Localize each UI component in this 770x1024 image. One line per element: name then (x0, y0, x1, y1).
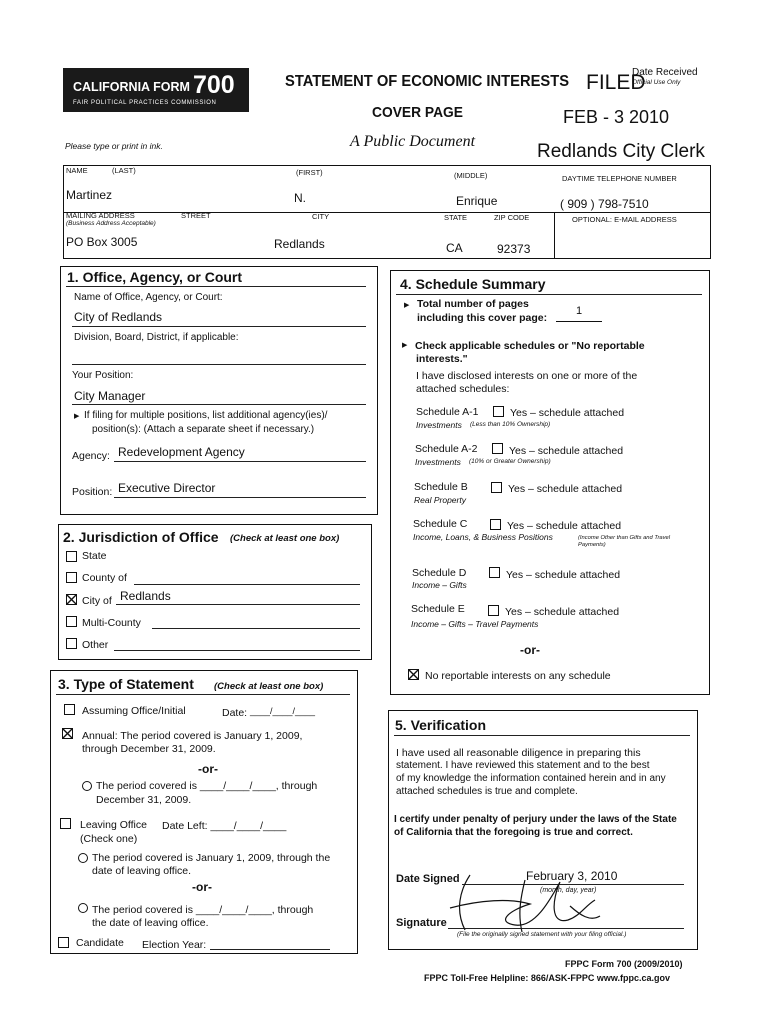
form-badge-commission: FAIR POLITICAL PRACTICES COMMISSION (73, 100, 217, 106)
city-of-value[interactable]: Redlands (120, 589, 171, 603)
middle-name-value[interactable]: Enrique (456, 194, 498, 208)
schedule-name: Schedule B (414, 481, 468, 493)
footer-form-ref: FPPC Form 700 (2009/2010) (565, 959, 683, 969)
last-label: (LAST) (112, 166, 136, 175)
office-name-label: Name of Office, Agency, or Court: (74, 292, 223, 303)
form-subtitle: COVER PAGE (372, 104, 463, 121)
schedule-yes-label: Yes – schedule attached (508, 483, 623, 495)
check-one-note: (Check one) (80, 833, 138, 845)
phone-label: DAYTIME TELEPHONE NUMBER (562, 174, 677, 183)
last-name-value[interactable]: Martinez (66, 188, 113, 202)
first-label: (FIRST) (296, 168, 323, 177)
schedule-d-checkbox[interactable] (489, 567, 500, 578)
agency-value[interactable]: Redevelopment Agency (118, 445, 245, 459)
schedule-desc: Income – Gifts (412, 580, 467, 590)
schedule-desc: Income, Loans, & Business Positions (413, 532, 553, 542)
schedule-note: (10% or Greater Ownership) (469, 458, 551, 465)
middle-label: (MIDDLE) (454, 171, 488, 180)
schedule-or: -or- (520, 643, 540, 657)
annual-checkbox-checked[interactable] (62, 728, 73, 739)
schedule-name: Schedule A-1 (416, 406, 479, 418)
phone-value[interactable]: ( 909 ) 798-7510 (560, 197, 649, 211)
annual-text-2: through December 31, 2009. (82, 743, 216, 755)
verification-para-3: of my knowledge the information contained herein and in any (396, 773, 666, 784)
section3-title: 3. Type of Statement (58, 676, 194, 692)
mailing-address-label: MAILING ADDRESS (66, 211, 135, 220)
disclosed-text-1: I have disclosed interests on one or more of the (416, 370, 638, 382)
form-title: STATEMENT OF ECONOMIC INTERESTS (285, 73, 570, 90)
annual-or: -or- (198, 762, 218, 776)
handwritten-signature (440, 870, 610, 940)
form-badge (63, 68, 249, 112)
check-schedules-text-2: interests." (416, 353, 468, 365)
schedule-yes-label: Yes – schedule attached (510, 407, 625, 419)
schedule-desc: Income – Gifts – Travel Payments (411, 619, 539, 629)
state-value[interactable]: CA (446, 241, 463, 255)
county-checkbox[interactable] (66, 572, 77, 583)
annual-text-1: Annual: The period covered is January 1, 2009, (82, 730, 303, 742)
no-reportable-text: No reportable interests on any schedule (425, 670, 611, 682)
county-option: County of (82, 572, 127, 584)
no-reportable-checkbox-checked[interactable] (408, 669, 419, 680)
stamp-date-received: Date Received (632, 67, 698, 78)
election-year-label: Election Year: (142, 939, 207, 951)
assuming-date-label: Date: (222, 707, 248, 719)
public-document: A Public Document (350, 133, 476, 150)
section1-title: 1. Office, Agency, or Court (67, 269, 243, 285)
multi-position-note-2: position(s): (Attach a separate sheet if necessary.) (92, 424, 315, 435)
business-address-note: (Business Address Acceptable) (66, 220, 156, 227)
leave-alt-radio[interactable] (78, 903, 88, 913)
stamp-clerk: Redlands City Clerk (537, 141, 705, 162)
schedule-desc: Investments (416, 420, 462, 430)
city-label: CITY (312, 212, 330, 221)
form-badge-number: 700 (193, 71, 235, 99)
division-label: Division, Board, District, if applicable: (74, 332, 239, 343)
schedule-desc: Investments (415, 457, 461, 467)
section4-title: 4. Schedule Summary (400, 276, 546, 292)
state-checkbox[interactable] (66, 551, 77, 562)
leave-alt-text-2: the date of leaving office. (92, 917, 209, 929)
schedule-desc: Real Property (414, 495, 466, 505)
schedule-a1-checkbox[interactable] (493, 406, 504, 417)
schedule-b-checkbox[interactable] (491, 482, 502, 493)
leave-period-text-1: The period covered is January 1, 2009, through the (92, 852, 331, 864)
candidate-checkbox[interactable] (58, 937, 69, 948)
total-pages-value[interactable]: 1 (576, 305, 583, 317)
leave-period-radio[interactable] (78, 853, 88, 863)
multi-arrow-icon: ▶ (74, 413, 80, 420)
annual-alt-radio[interactable] (82, 781, 92, 791)
schedule-yes-label: Yes – schedule attached (505, 606, 620, 618)
footer-helpline: FPPC Toll-Free Helpline: 866/ASK-FPPC www.fppc.ca.gov (424, 973, 671, 983)
disclosed-text-2: attached schedules: (416, 383, 510, 395)
schedule-e-checkbox[interactable] (488, 605, 499, 616)
schedule-note: (Income Other than Gifts and Travel Payments) (578, 535, 671, 548)
position2-value[interactable]: Executive Director (118, 481, 216, 495)
verification-para-2: statement. I have reviewed this statement and to the best (396, 760, 650, 771)
first-name-value[interactable]: N. (294, 191, 306, 205)
other-checkbox[interactable] (66, 638, 77, 649)
date-format-note: (month, day, year) (540, 887, 597, 894)
zip-value[interactable]: 92373 (497, 242, 531, 256)
section3-check-note: (Check at least one box) (214, 681, 324, 692)
other-option: Other (82, 639, 109, 651)
date-left-text: Date Left: ____/____/____ (162, 820, 287, 832)
total-pages-text-2: including this cover page: (417, 312, 548, 324)
stamp-filed: FILED (586, 71, 646, 94)
schedule-a2-checkbox[interactable] (492, 443, 503, 454)
city-checkbox-checked[interactable] (66, 594, 77, 605)
leave-alt-text-1: The period covered is ____/____/____, through (92, 904, 314, 916)
section2-check-note: (Check at least one box) (230, 533, 340, 544)
leaving-office-checkbox[interactable] (60, 818, 71, 829)
stamp-date: FEB - 3 2010 (563, 107, 670, 127)
schedule-c-checkbox[interactable] (490, 519, 501, 530)
check-schedules-text-1: Check applicable schedules or "No reportable (415, 340, 645, 352)
verification-para-4: attached schedules is true and complete. (396, 786, 578, 797)
leave-period-text-2: date of leaving office. (92, 865, 192, 877)
leaving-office-option: Leaving Office (80, 819, 147, 831)
position-label: Your Position: (72, 370, 134, 381)
total-pages-text-1: Total number of pages (417, 298, 529, 310)
name-label: NAME (66, 166, 88, 175)
verification-para-1: I have used all reasonable diligence in preparing this (396, 747, 641, 759)
office-name-value[interactable]: City of Redlands (74, 310, 163, 324)
multi-county-checkbox[interactable] (66, 616, 77, 627)
city-option: City of (82, 595, 112, 607)
city-value[interactable]: Redlands (274, 237, 325, 251)
assuming-office-checkbox[interactable] (64, 704, 75, 715)
position-value[interactable]: City Manager (74, 389, 146, 403)
schedule-yes-label: Yes – schedule attached (509, 445, 624, 457)
multi-position-note-1: If filing for multiple positions, list additional agency(ies)/ (84, 410, 328, 421)
schedule-note: (Less than 10% Ownership) (470, 421, 551, 428)
schedule-name: Schedule E (411, 603, 465, 615)
candidate-option: Candidate (76, 937, 124, 949)
assuming-office-option: Assuming Office/Initial (82, 705, 186, 717)
state-option: State (82, 550, 107, 562)
address-value[interactable]: PO Box 3005 (66, 235, 138, 249)
date-signed-label: Date Signed (396, 873, 460, 885)
leave-or: -or- (192, 880, 212, 894)
check-arrow-icon: ▶ (402, 342, 408, 349)
certify-text-1: I certify under penalty of perjury under the laws of the State (394, 814, 677, 825)
schedule-yes-label: Yes – schedule attached (506, 569, 621, 581)
signature-note: (File the originally signed statement with your filing official.) (457, 931, 627, 938)
stamp-official-use: Official Use Only (632, 79, 681, 86)
state-label: STATE (444, 213, 468, 222)
annual-alt-text-2: December 31, 2009. (96, 794, 192, 806)
zip-label: ZIP CODE (494, 213, 530, 222)
certify-text-2: of California that the foregoing is true and correct. (394, 827, 633, 838)
multi-county-option: Multi-County (82, 617, 141, 629)
annual-alt-text-1: The period covered is ____/____/____, through (96, 780, 318, 792)
section5-title: 5. Verification (395, 717, 487, 733)
agency-label: Agency: (72, 450, 110, 462)
signature-label: Signature (396, 917, 447, 929)
assuming-date-blank[interactable]: ____/____/____ (250, 706, 316, 716)
schedule-yes-label: Yes – schedule attached (507, 520, 622, 532)
total-arrow-icon: ▶ (404, 302, 410, 309)
schedule-name: Schedule A-2 (415, 443, 478, 455)
section2-title: 2. Jurisdiction of Office (63, 529, 219, 545)
email-label: OPTIONAL: E-MAIL ADDRESS (572, 215, 677, 224)
please-type-note: Please type or print in ink. (65, 141, 163, 151)
schedule-name: Schedule D (412, 567, 467, 579)
street-label: STREET (181, 211, 211, 220)
form-badge-label: CALIFORNIA FORM (73, 80, 190, 94)
date-signed-value[interactable]: February 3, 2010 (526, 869, 618, 883)
position2-label: Position: (72, 486, 113, 498)
schedule-name: Schedule C (413, 518, 468, 530)
